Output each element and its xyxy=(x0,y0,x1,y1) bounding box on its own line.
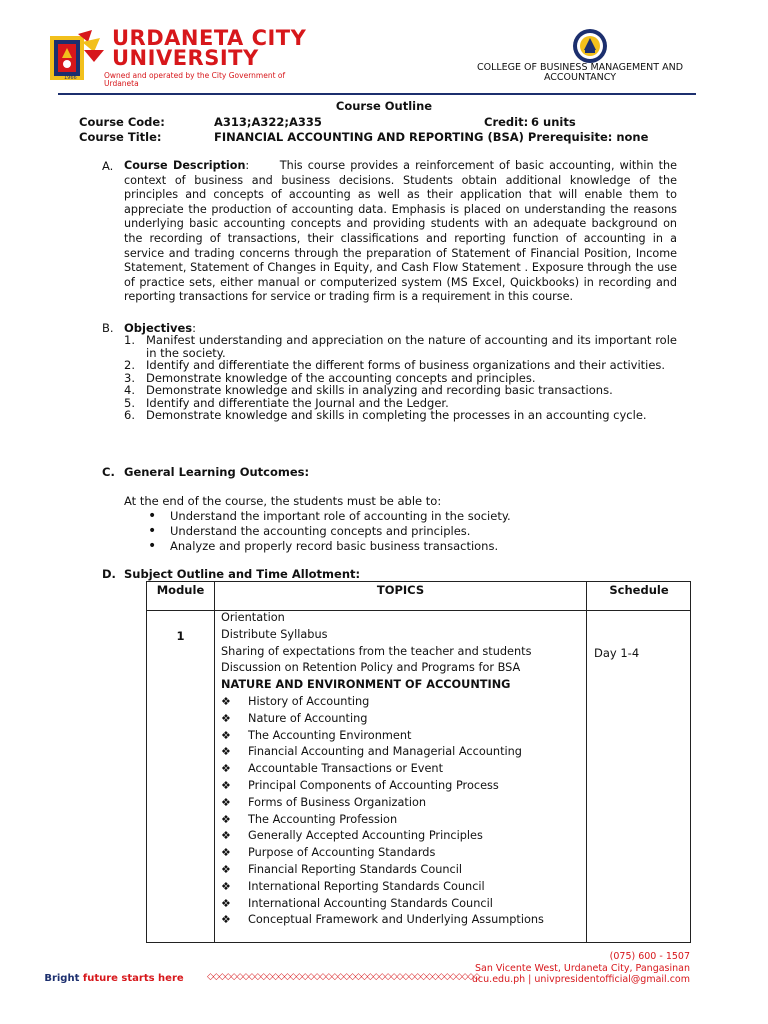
section-a-letter: A. xyxy=(102,159,114,173)
diamond-bullet-icon: ❖ xyxy=(221,862,231,876)
learning-outcomes-list xyxy=(148,509,511,553)
list-item: • Analyze and properly record basic business transactions. xyxy=(148,539,511,554)
diamond-bullet-icon: ❖ xyxy=(221,812,231,826)
diamond-bullet-icon: ❖ xyxy=(221,762,231,776)
objectives-list xyxy=(124,334,677,422)
list-item: • Understand the accounting concepts and principles. xyxy=(148,524,511,539)
credit-value: 6 units xyxy=(531,115,576,129)
topic-item: ❖ International Reporting Standards Council xyxy=(221,879,581,896)
topic-item: ❖ Financial Accounting and Managerial Accounting xyxy=(221,744,581,761)
diamond-bullet-icon: ❖ xyxy=(221,778,231,792)
topic-item: ❖ The Accounting Environment xyxy=(221,728,581,745)
university-logo-icon xyxy=(48,28,108,82)
diamond-bullet-icon: ❖ xyxy=(221,728,231,742)
diamond-bullet-icon: ❖ xyxy=(221,879,231,893)
learning-outcomes-title: General Learning Outcomes: xyxy=(124,465,310,479)
topic-item: ❖ Conceptual Framework and Underlying Assumptions xyxy=(221,912,581,929)
diamond-bullet-icon: ❖ xyxy=(221,829,231,843)
logo-year: 1966 xyxy=(64,75,77,81)
list-item: 1. Manifest understanding and appreciation on the nature of accounting and its important role in the society. xyxy=(124,333,677,360)
course-title-label: Course Title: xyxy=(79,130,162,144)
topic-item: ❖ Financial Reporting Standards Council xyxy=(221,862,581,879)
page-title: Course Outline xyxy=(335,99,433,113)
header-divider xyxy=(58,93,696,95)
topic-item: ❖ The Accounting Profession xyxy=(221,812,581,829)
topic-item: ❖ Purpose of Accounting Standards xyxy=(221,845,581,862)
list-item: 2. Identify and differentiate the different forms of business organizations and their activities. xyxy=(124,358,666,372)
topic-item: ❖ Nature of Accounting xyxy=(221,711,581,728)
table-divider xyxy=(586,582,587,942)
objectives-title: Objectives: xyxy=(124,321,197,335)
module-number: 1 xyxy=(176,629,185,643)
topic-item: ❖ International Accounting Standards Council xyxy=(221,896,581,913)
topic-item: Distribute Syllabus xyxy=(221,627,328,641)
footer-address: San Vicente West, Urdaneta City, Pangasinan xyxy=(475,962,690,974)
list-item: 4. Demonstrate knowledge and skills in analyzing and recording basic transactions. xyxy=(124,383,613,397)
topics-list xyxy=(221,610,581,929)
course-code-value: A313;A322;A335 xyxy=(214,115,322,129)
footer-web[interactable]: ucu.edu.ph | univpresidentofficial@gmail.com xyxy=(471,974,690,985)
topic-item: ❖ Principal Components of Accounting Process xyxy=(221,778,581,795)
course-code-label: Course Code: xyxy=(79,115,165,129)
module-header: Module xyxy=(156,583,205,597)
course-description-title: Course Description xyxy=(124,159,246,172)
subject-outline-table xyxy=(146,581,691,943)
diamond-bullet-icon: ❖ xyxy=(221,846,231,860)
list-item: 3. Demonstrate knowledge of the accounting concepts and principles. xyxy=(124,370,536,385)
footer-divider: ◇◇◇◇◇◇◇◇◇◇◇◇◇◇◇◇◇◇◇◇◇◇◇◇◇◇◇◇◇◇◇◇◇◇◇◇◇◇◇◇◇◇◇◇◇◇ xyxy=(207,972,480,982)
diamond-bullet-icon: ❖ xyxy=(221,896,231,910)
diamond-bullet-icon: ❖ xyxy=(221,694,231,708)
topic-item: ❖ Generally Accepted Accounting Principles xyxy=(221,828,581,845)
topic-item: Sharing of expectations from the teacher and students xyxy=(221,644,532,658)
subject-outline-title: Subject Outline and Time Allotment: xyxy=(124,567,361,581)
schedule-header: Schedule xyxy=(609,583,669,597)
diamond-bullet-icon: ❖ xyxy=(221,711,231,725)
topic-item: ❖ Forms of Business Organization xyxy=(221,795,581,812)
topic-item: Discussion on Retention Policy and Programs for BSA xyxy=(221,661,521,675)
section-d-letter: D. xyxy=(102,567,116,581)
topics-header: TOPICS xyxy=(376,583,425,597)
list-item: 5. Identify and differentiate the Journal and the Ledger. xyxy=(124,395,449,410)
table-divider xyxy=(214,582,215,942)
diamond-bullet-icon: ❖ xyxy=(221,745,231,759)
schedule-value: Day 1-4 xyxy=(594,646,640,660)
topic-item: ❖ History of Accounting xyxy=(221,694,581,711)
college-name: COLLEGE OF BUSINESS MANAGEMENT AND ACCOUNTANCY xyxy=(476,62,684,83)
topic-item: NATURE AND ENVIRONMENT OF ACCOUNTING xyxy=(221,678,511,692)
footer-phone: (075) 600 - 1507 xyxy=(609,951,690,962)
course-description-text: This course provides a reinforcement of basic accounting, within the context of business and business decisions. Students obtain additional knowledge of the principles and concepts of accounting as well as their application that will enable them to appreciate the production of accounting data. Emphasis is placed on understanding the reasons underlying basic accounting concepts and providing students with an adequate background on the recording of transactions, their classifications and reporting function of accounting in a service and trading concerns through the preparation of Statement of Financial Position, Income Statement, Statement of Changes in Equity, and Cash Flow Statement . Exposure through the use of practice sets, either manual or computerized system (MS Excel, Quickbooks) in recording and reporting transactions for service or trading firm is a requirement in this course. xyxy=(124,159,677,304)
credit-label: Credit: xyxy=(484,115,529,129)
university-name: URDANETA CITY UNIVERSITY xyxy=(112,26,307,70)
list-item: 6. Demonstrate knowledge and skills in completing the processes in an accounting cycle. xyxy=(124,408,647,422)
course-description: Course Description: This course provides a reinforcement of basic accounting, within the context of business and business decisions. Students obtain additional knowledge of the principles and concepts of accounting as well as their application that will enable them to appreciate the production of accounting data. Emphasis is placed on understanding the reasons underlying basic accounting concepts and providing students with an adequate background on the recording of transactions, their classifications and reporting function of accounting in a service and trading concerns through the preparation of Statement of Financial Position, Income Statement, Statement of Changes in Equity, and Cash Flow Statement . Exposure through the use of practice sets, either manual or computerized system (MS Excel, Quickbooks) in recording and reporting transactions for service or trading firm is a requirement in this course. xyxy=(124,159,677,304)
diamond-bullet-icon: ❖ xyxy=(221,795,231,809)
college-seal-icon xyxy=(572,28,608,64)
list-item: • Understand the important role of accounting in the society. xyxy=(148,509,511,524)
learning-outcomes-intro: At the end of the course, the students must be able to: xyxy=(124,494,442,508)
diamond-bullet-icon: ❖ xyxy=(221,913,231,927)
topic-item: Orientation xyxy=(221,611,285,624)
section-c-letter: C. xyxy=(102,465,115,479)
ownership-note: Owned and operated by the City Government of Urdaneta xyxy=(104,71,286,88)
course-title-value: FINANCIAL ACCOUNTING AND REPORTING (BSA) Prerequisite: none xyxy=(214,130,649,144)
footer-slogan: Bright future starts here xyxy=(44,973,184,984)
section-b-letter: B. xyxy=(102,321,114,335)
topic-item: ❖ Accountable Transactions or Event xyxy=(221,761,581,778)
